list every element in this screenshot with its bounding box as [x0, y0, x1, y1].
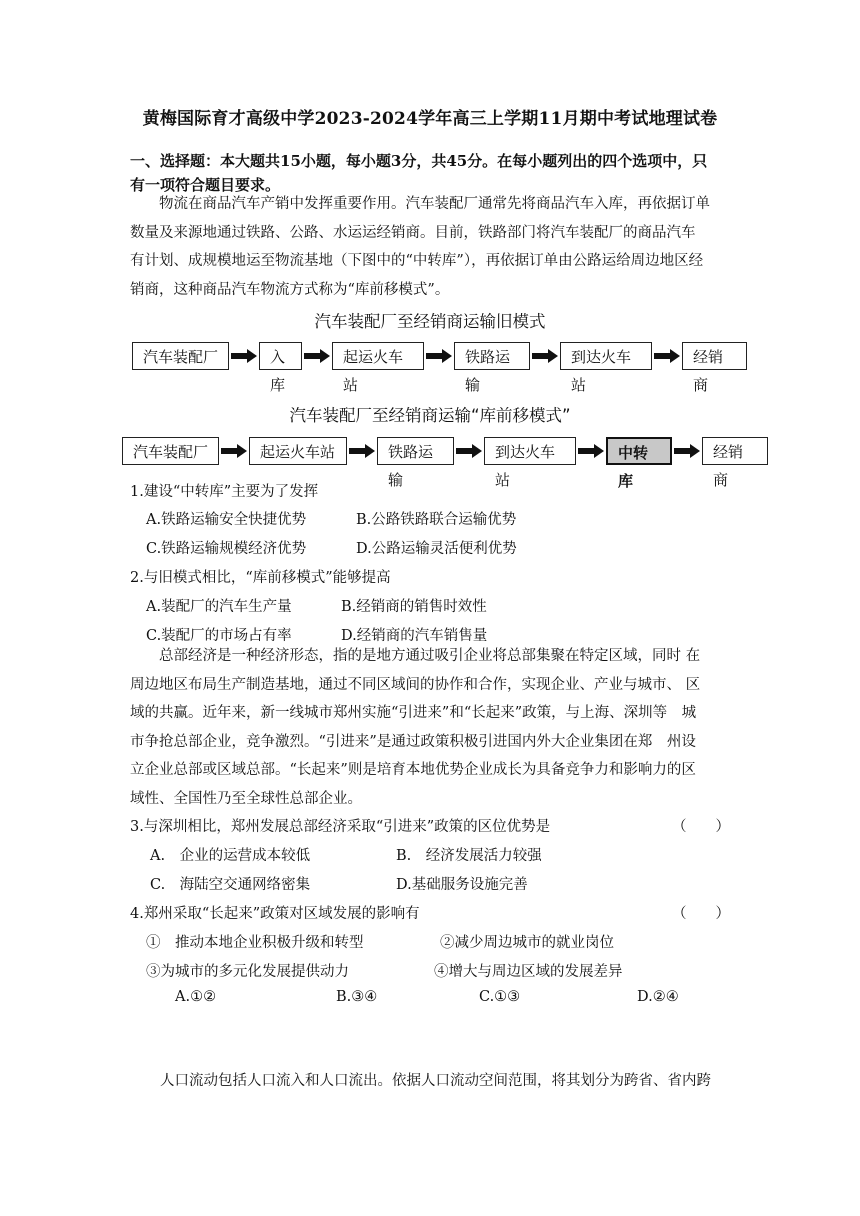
- passage-1-line: 物流在商品汽车产销中发挥重要作用。汽车装配厂通常先将商品汽车入库，再依据订单: [130, 196, 710, 212]
- arrow-right-icon: [231, 349, 257, 363]
- question-4-statement-1: ① 推动本地企业积极升级和转型: [146, 935, 364, 951]
- passage-2-line: 域性、全国性乃至全球性总部企业。: [130, 790, 362, 807]
- arrow-right-icon: [578, 444, 604, 458]
- arrow-right-icon: [674, 444, 700, 458]
- flow-step: 汽车装配厂: [132, 342, 229, 370]
- question-2-option-d[interactable]: D.经销商的汽车销售量: [341, 628, 488, 644]
- diagram-new-flow: [122, 437, 768, 490]
- diagram-new-title: 汽车装配厂至经销商运输“库前移模式”: [289, 406, 571, 425]
- flow-step: 经销商: [682, 342, 747, 370]
- passage-1-line: 有计划、成规模地运至物流基地（下图中的“中转库”），再依据订单由公路运给周边地区经: [130, 253, 704, 269]
- question-2-option-b[interactable]: B.经销商的销售时效性: [341, 599, 487, 615]
- question-4-option-c[interactable]: C.①③: [479, 989, 521, 1005]
- question-3-answer-blank: （ ）: [672, 819, 730, 835]
- question-3-stem: 3.与深圳相比，郑州发展总部经济采取“引进来”政策的区位优势是: [130, 819, 551, 835]
- question-4-statement-2: ②减少周边城市的就业岗位: [440, 935, 614, 951]
- question-4-option-b[interactable]: B.③④: [336, 989, 378, 1005]
- passage-2-line: 周边地区布局生产制造基地，通过不同区域间的协作和合作，实现企业、产业与城市、 区: [130, 676, 701, 693]
- flow-step: 到达火车站: [484, 437, 576, 465]
- question-4-statement-3: ③为城市的多元化发展提供动力: [146, 964, 349, 980]
- exam-title: 黄梅国际育才高级中学2023-2024学年高三上学期11月期中考试地理试卷: [142, 109, 718, 129]
- question-1-option-b[interactable]: B.公路铁路联合运输优势: [356, 512, 517, 528]
- section-heading-line2: 有一项符合题目要求。: [130, 176, 281, 194]
- question-2-option-a[interactable]: A.装配厂的汽车生产量: [146, 599, 292, 615]
- passage-1: [130, 190, 710, 304]
- section-heading-line1: 一、选择题：本大题共15小题，每小题3分，共45分。在每小题列出的四个选项中，只: [130, 152, 708, 170]
- passage-2-line: 域的共赢。近年来，新一线城市郑州实施“引进来”和“长起来”政策，与上海、深圳等 城: [130, 705, 697, 721]
- question-4-stem: 4.郑州采取“长起来”政策对区域发展的影响有: [130, 906, 420, 922]
- question-4-statement-4: ④增大与周边区域的发展差异: [434, 964, 623, 980]
- arrow-right-icon: [456, 444, 482, 458]
- passage-2-line: 总部经济是一种经济形态，指的是地方通过吸引企业将总部集聚在特定区域，同时 在: [130, 648, 701, 664]
- question-4-option-d[interactable]: D.②④: [637, 989, 679, 1005]
- question-2-option-c[interactable]: C.装配厂的市场占有率: [146, 628, 292, 644]
- diagram-old-flow: [132, 342, 747, 394]
- arrow-right-icon: [349, 444, 375, 458]
- question-1-option-a[interactable]: A.铁路运输安全快捷优势: [146, 512, 307, 528]
- passage-3-line: 人口流动包括人口流入和人口流出。依据人口流动空间范围，将其划分为跨省、省内跨: [160, 1073, 711, 1089]
- question-3-option-b[interactable]: B. 经济发展活力较强: [396, 848, 542, 864]
- question-1-stem: 1.建设“中转库”主要为了发挥: [130, 484, 319, 500]
- question-1-option-d[interactable]: D.公路运输灵活便利优势: [356, 541, 517, 557]
- passage-2: [130, 642, 700, 813]
- question-3-option-c[interactable]: C. 海陆空交通网络密集: [150, 877, 311, 893]
- flow-step: 起运火车站: [332, 342, 424, 370]
- passage-2-line: 立企业总部或区域总部。“长起来”则是培育本地优势企业成长为具备竞争力和影响力的区: [130, 762, 696, 778]
- question-3-option-d[interactable]: D.基础服务设施完善: [396, 877, 528, 893]
- passage-1-line: 数量及来源地通过铁路、公路、水运运经销商。目前，铁路部门将汽车装配厂的商品汽车: [130, 224, 696, 241]
- flow-step: 经销商: [702, 437, 768, 465]
- flow-step-highlighted: 中转库: [606, 437, 672, 465]
- flow-step: 铁路运输: [377, 437, 454, 465]
- arrow-right-icon: [304, 349, 330, 363]
- flow-step: 入库: [259, 342, 302, 370]
- flow-step: 铁路运输: [454, 342, 530, 370]
- arrow-right-icon: [221, 444, 247, 458]
- flow-step: 到达火车站: [560, 342, 652, 370]
- diagram-old-title: 汽车装配厂至经销商运输旧模式: [314, 312, 546, 331]
- question-4-answer-blank: （ ）: [672, 906, 730, 922]
- flow-step: 起运火车站: [249, 437, 347, 465]
- arrow-right-icon: [654, 349, 680, 363]
- question-3-option-a[interactable]: A. 企业的运营成本较低: [150, 848, 311, 864]
- question-1-option-c[interactable]: C.铁路运输规模经济优势: [146, 541, 307, 557]
- arrow-right-icon: [532, 349, 558, 363]
- flow-step: 汽车装配厂: [122, 437, 219, 465]
- arrow-right-icon: [426, 349, 452, 363]
- question-4-option-a[interactable]: A.①②: [175, 989, 217, 1005]
- question-2-stem: 2.与旧模式相比，“库前移模式”能够提高: [130, 570, 391, 586]
- passage-1-line: 销商，这种商品汽车物流方式称为“库前移模式”。: [130, 281, 450, 298]
- passage-2-line: 市争抢总部企业，竞争激烈。“引进来”是通过政策积极引进国内外大企业集团在郑 州设: [130, 733, 696, 750]
